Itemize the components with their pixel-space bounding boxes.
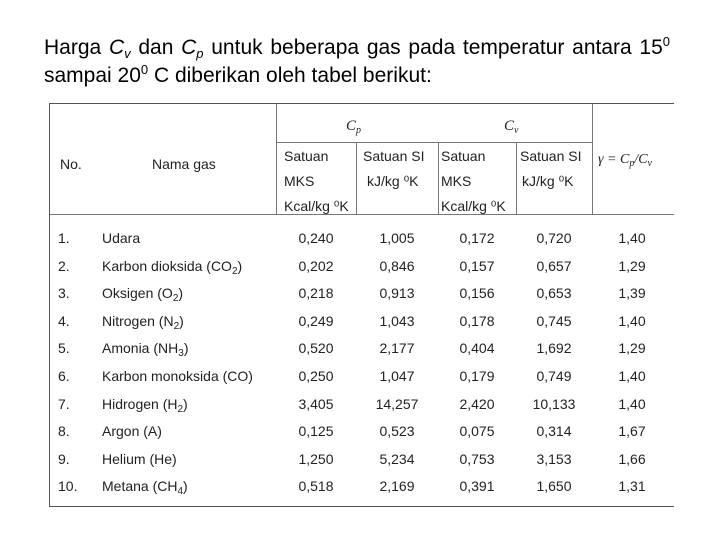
divider xyxy=(356,142,357,214)
cv-si-value: 0,653 xyxy=(536,285,572,302)
cv-si-value: 0,314 xyxy=(536,423,572,440)
gamma-value: 1,67 xyxy=(618,423,646,440)
cv-mks-value: 0,156 xyxy=(459,285,495,302)
gas-name: Argon (A) xyxy=(102,423,162,440)
cv-mks-value: 0,179 xyxy=(459,368,495,384)
cv-mks-value: 2,420 xyxy=(459,395,495,412)
degree-mark: 0 xyxy=(662,34,671,49)
gamma-value: 1,66 xyxy=(618,450,646,467)
cp-si-value: 1,005 xyxy=(379,230,415,246)
cv-mks-value: 0,404 xyxy=(459,340,495,357)
cp-mks-value: 0,518 xyxy=(298,478,334,495)
cp-mks-value: 0,202 xyxy=(298,257,334,274)
cp-symbol: $C_p$ xyxy=(181,36,204,61)
gamma-value: 1,29 xyxy=(618,257,646,274)
cv-si-value: 0,657 xyxy=(536,257,572,274)
degree-mark: 0 xyxy=(140,62,149,77)
cv-mks-value: 0,178 xyxy=(459,312,495,329)
row-number: 1. xyxy=(58,230,70,246)
row-number: 6. xyxy=(58,368,70,384)
gamma-value: 1,40 xyxy=(618,395,646,412)
header-gas-name: Nama gas xyxy=(152,156,216,172)
cp-si-value: 2,177 xyxy=(379,340,415,357)
intro-text-2: dan xyxy=(130,36,182,59)
cp-mks-value: 0,240 xyxy=(298,230,334,246)
row-number: 7. xyxy=(58,395,70,412)
cv-symbol: $C_v$ xyxy=(108,36,131,61)
intro-paragraph xyxy=(44,34,670,90)
gas-name: Hidrogen $(H_2)$ xyxy=(102,395,188,415)
cp-mks-value: 0,125 xyxy=(298,423,334,440)
gas-name: Amonia $(NH_3)$ xyxy=(102,340,189,360)
header-cp: $C_p$ xyxy=(346,118,362,136)
cv-mks-value: 0,753 xyxy=(459,450,495,467)
gas-name: Helium (He) xyxy=(102,450,177,467)
cv-si-value: 0,749 xyxy=(536,368,572,384)
header-no: No. xyxy=(60,156,82,172)
gas-name: Karbon dioksida $(CO_2)$ xyxy=(102,257,243,277)
header-cp-mks: Satuan MKS Kcal/kg ⁰K xyxy=(284,148,349,214)
cv-mks-value: 0,075 xyxy=(459,423,495,440)
cv-mks-value: 0,157 xyxy=(459,257,495,274)
gamma-value: 1,40 xyxy=(618,230,646,246)
gas-name: Nitrogen $(N_2)$ xyxy=(102,312,184,332)
cp-mks-value: 0,249 xyxy=(298,312,334,329)
gamma-value: 1,40 xyxy=(618,368,646,384)
divider xyxy=(276,104,277,214)
gas-name: Udara xyxy=(102,230,141,246)
intro-text-3: untuk beberapa gas pada temperatur antara 15 xyxy=(203,36,663,59)
cp-si-value: 5,234 xyxy=(379,450,415,467)
header-cv-mks: Satuan MKS Kcal/kg ⁰K xyxy=(441,148,506,214)
divider xyxy=(516,142,517,214)
row-number: 5. xyxy=(58,340,70,357)
row-number: 3. xyxy=(58,285,70,302)
gamma-value: 1,39 xyxy=(618,285,646,302)
intro-text-5: C diberikan oleh tabel berikut: xyxy=(148,64,432,87)
row-number: 9. xyxy=(58,450,70,467)
cp-si-value: 1,047 xyxy=(379,368,415,384)
gamma-value: 1,31 xyxy=(618,478,646,495)
cp-mks-value: 1,250 xyxy=(298,450,334,467)
cv-mks-value: 0,391 xyxy=(459,478,495,495)
divider xyxy=(276,142,592,143)
cp-mks-value: 0,218 xyxy=(298,285,334,302)
cp-si-value: 14,257 xyxy=(375,395,419,412)
header-gamma: $\gamma = C_p/C_v$ xyxy=(598,152,652,169)
cv-si-value: 10,133 xyxy=(532,395,576,412)
divider xyxy=(438,142,439,214)
cv-si-value: 0,720 xyxy=(536,230,572,246)
header-cv-si: Satuan SI kJ/kg ⁰K xyxy=(520,148,582,189)
cp-si-value: 2,169 xyxy=(379,478,415,495)
cp-si-value: 0,913 xyxy=(379,285,415,302)
divider xyxy=(592,104,593,214)
gas-heat-capacity-table xyxy=(49,103,674,507)
cp-mks-value: 0,250 xyxy=(298,368,334,384)
header-cv: $C_v$ xyxy=(504,118,519,136)
cp-si-value: 0,523 xyxy=(379,423,415,440)
cp-mks-value: 3,405 xyxy=(298,395,334,412)
row-number: 8. xyxy=(58,423,70,440)
gas-name: Karbon monoksida (CO) xyxy=(102,368,253,384)
intro-text-1: Harga xyxy=(44,36,109,59)
cv-si-value: 1,650 xyxy=(536,478,572,495)
gamma-value: 1,40 xyxy=(618,312,646,329)
intro-text-4: sampai 20 xyxy=(44,64,141,87)
divider xyxy=(50,214,674,215)
cp-mks-value: 0,520 xyxy=(298,340,334,357)
gas-name: Oksigen $(O_2)$ xyxy=(102,285,184,305)
row-number: 2. xyxy=(58,257,70,274)
cv-si-value: 3,153 xyxy=(536,450,572,467)
gas-name: Metana $(CH_4)$ xyxy=(102,478,188,498)
cv-mks-value: 0,172 xyxy=(459,230,495,246)
cv-si-value: 1,692 xyxy=(536,340,572,357)
header-cp-si: Satuan SI kJ/kg ⁰K xyxy=(363,148,425,189)
cp-si-value: 1,043 xyxy=(379,312,415,329)
gamma-value: 1,29 xyxy=(618,340,646,357)
cp-si-value: 0,846 xyxy=(379,257,415,274)
row-number: 4. xyxy=(58,312,70,329)
cv-si-value: 0,745 xyxy=(536,312,572,329)
row-number: 10. xyxy=(58,478,78,495)
